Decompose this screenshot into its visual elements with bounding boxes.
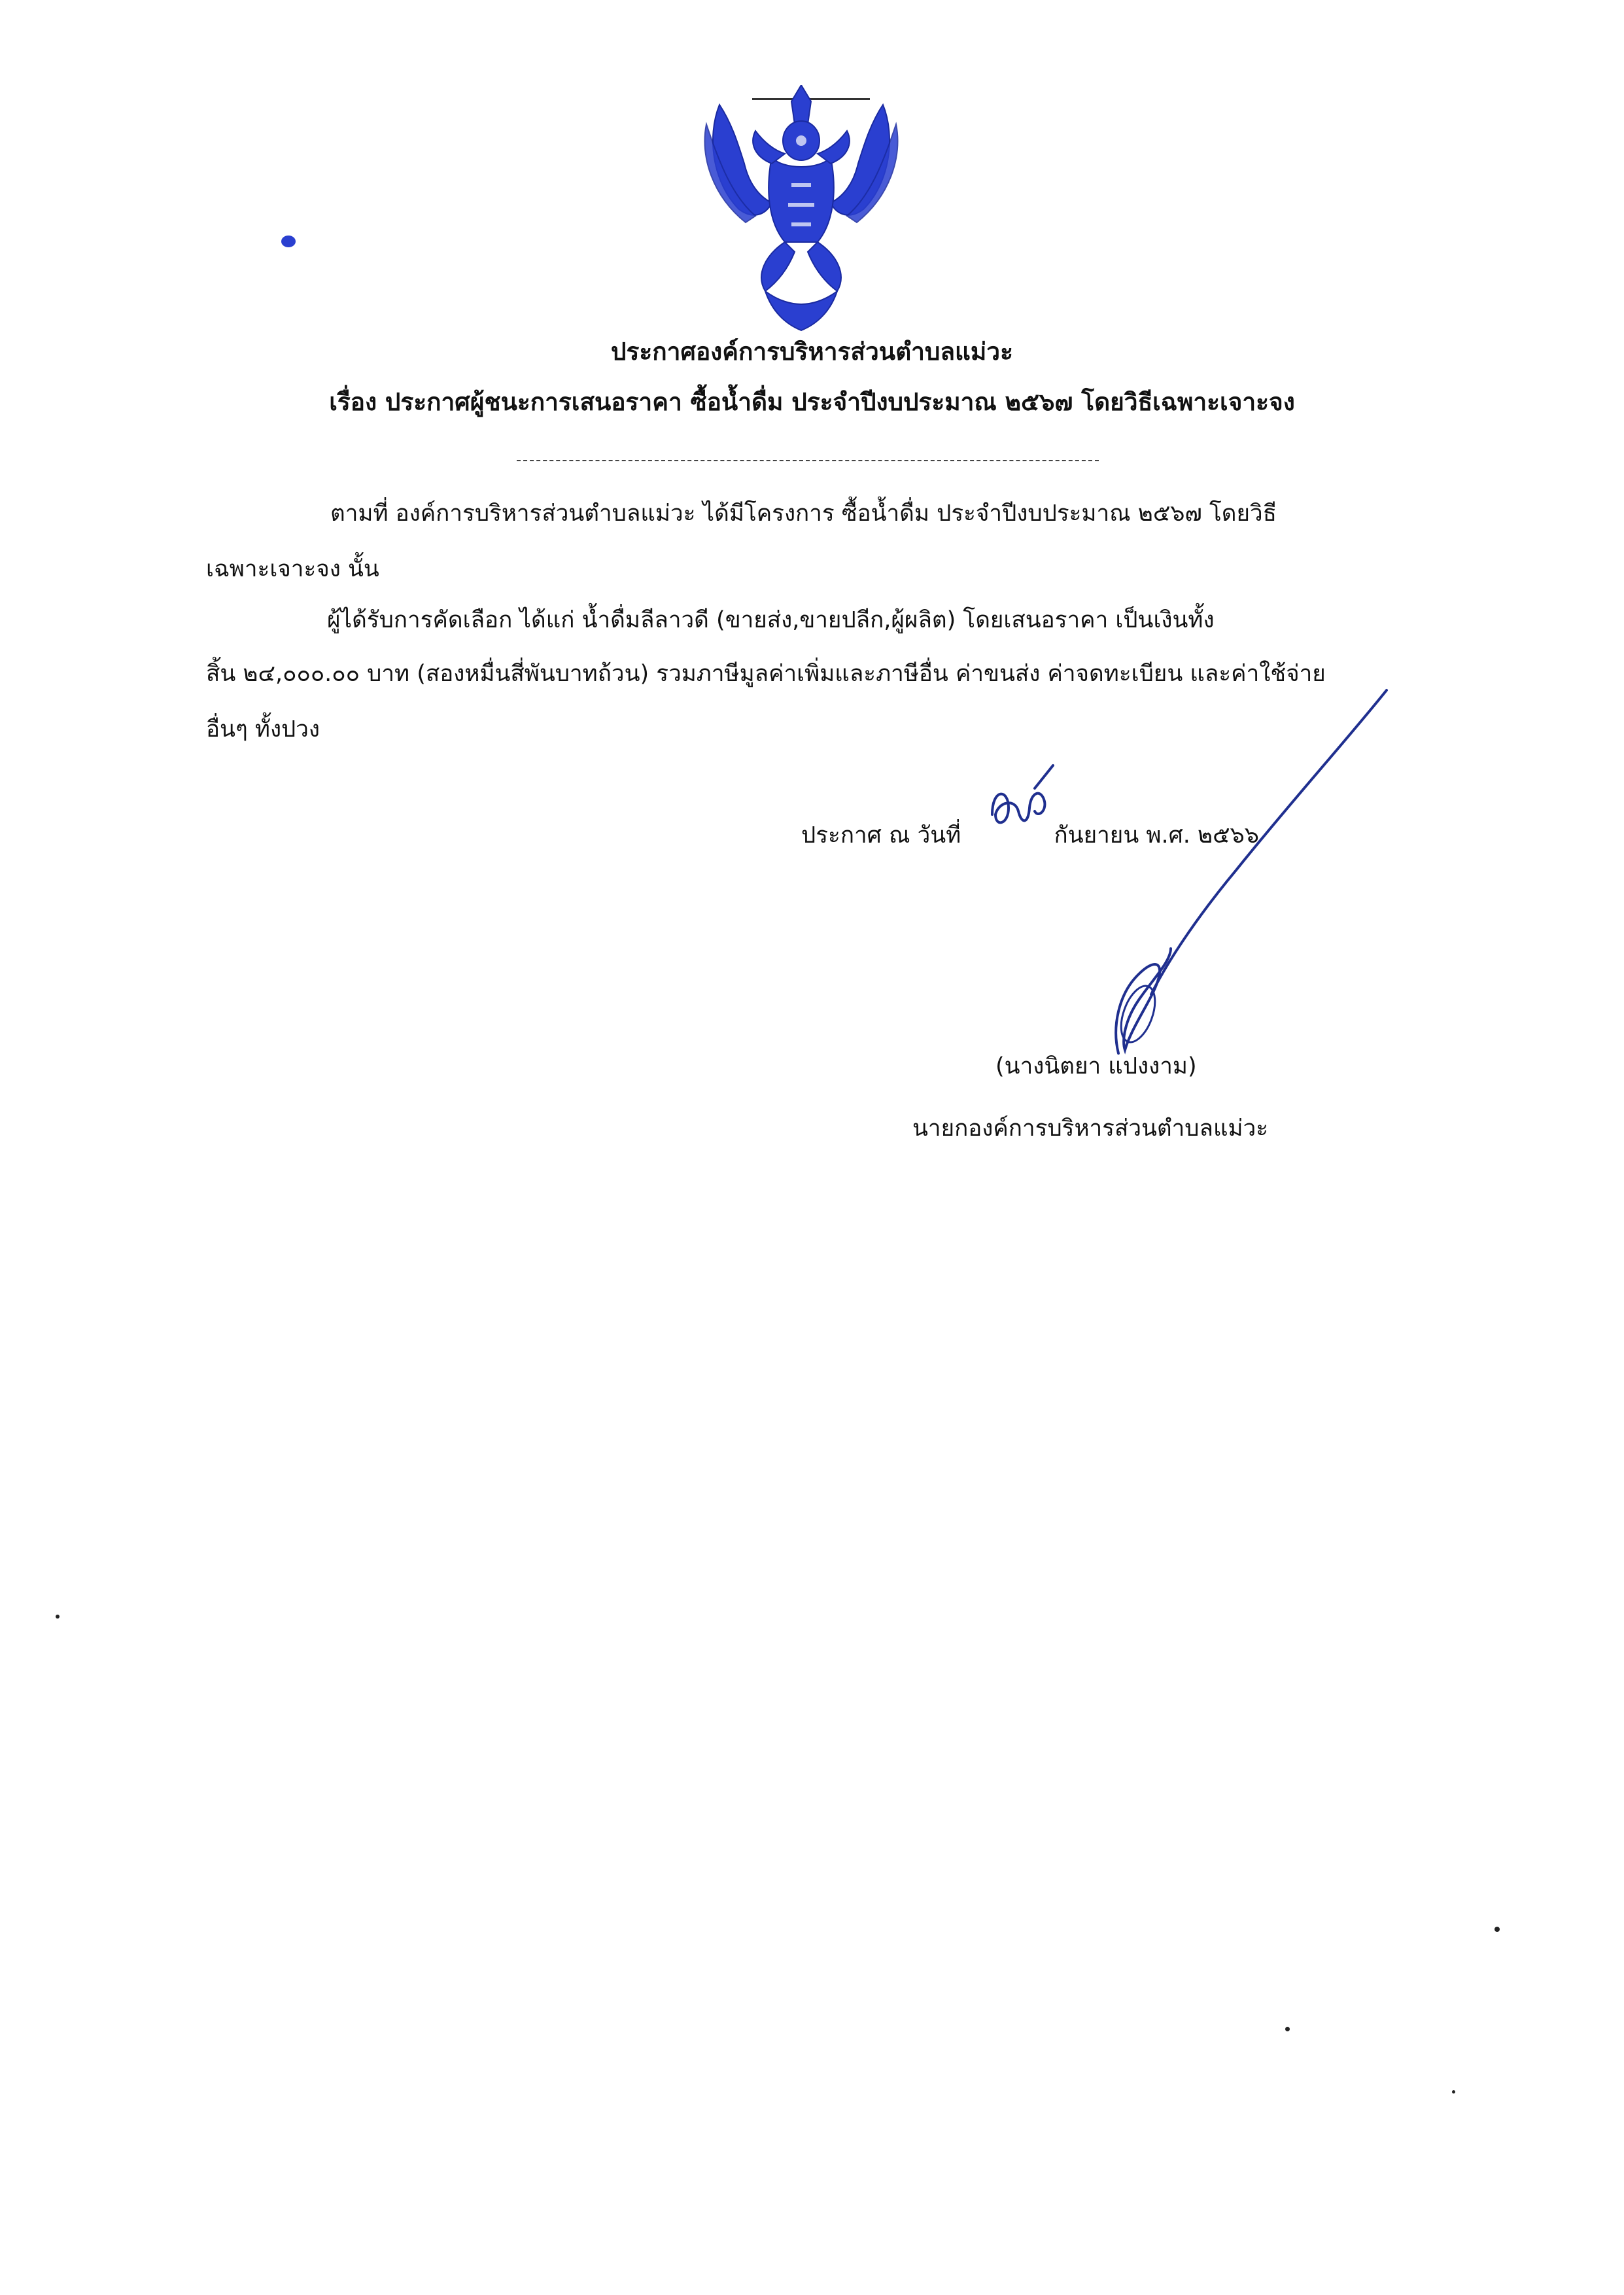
signature-icon <box>1040 687 1393 1060</box>
signer-name: (นางนิตยา แปงงาม) <box>995 1053 1197 1079</box>
scan-speck <box>281 236 296 247</box>
title-divider <box>517 460 1099 461</box>
scan-speck <box>1494 1927 1500 1932</box>
announcement-prefix: ประกาศ ณ วันที่ <box>801 822 961 849</box>
body-paragraph-2-line-1: ผู้ได้รับการคัดเลือก ได้แก่ น้ำดื่มลีลาวดี (ขายส่ง,ขายปลีก,ผู้ผลิต) โดยเสนอราคา เป็นเงินทั้ง <box>327 607 1215 633</box>
body-paragraph-2-line-3: อื่นๆ ทั้งปวง <box>206 716 320 743</box>
scan-speck <box>1452 2090 1455 2094</box>
body-paragraph-1-line-1: ตามที่ องค์การบริหารส่วนตำบลแม่วะ ได้มีโครงการ ซื้อน้ำดื่ม ประจำปีงบประมาณ ๒๕๖๗ โดยวิธี <box>330 500 1277 527</box>
announcement-month-year: กันยายน พ.ศ. ๒๕๖๖ <box>1054 822 1260 849</box>
document-subject: เรื่อง ประกาศผู้ชนะการเสนอราคา ซื้อน้ำดื่ม ประจำปีงบประมาณ ๒๕๖๗ โดยวิธีเฉพาะเจาะจง <box>329 388 1295 416</box>
signer-position: นายกองค์การบริหารส่วนตำบลแม่วะ <box>912 1115 1269 1142</box>
body-paragraph-1-line-2: เฉพาะเจาะจง นั้น <box>206 556 379 582</box>
scan-speck <box>1285 2027 1290 2031</box>
document-title: ประกาศองค์การบริหารส่วนตำบลแม่วะ <box>611 338 1013 366</box>
garuda-emblem-icon <box>693 85 909 334</box>
scan-speck <box>56 1615 60 1619</box>
body-paragraph-2-line-2: สิ้น ๒๔,๐๐๐.๐๐ บาท (สองหมื่นสี่พันบาทถ้วน) รวมภาษีมูลค่าเพิ่มและภาษีอื่น ค่าขนส่ง ค่าจดทะเบียน และค่าใช้จ่าย <box>206 661 1326 687</box>
